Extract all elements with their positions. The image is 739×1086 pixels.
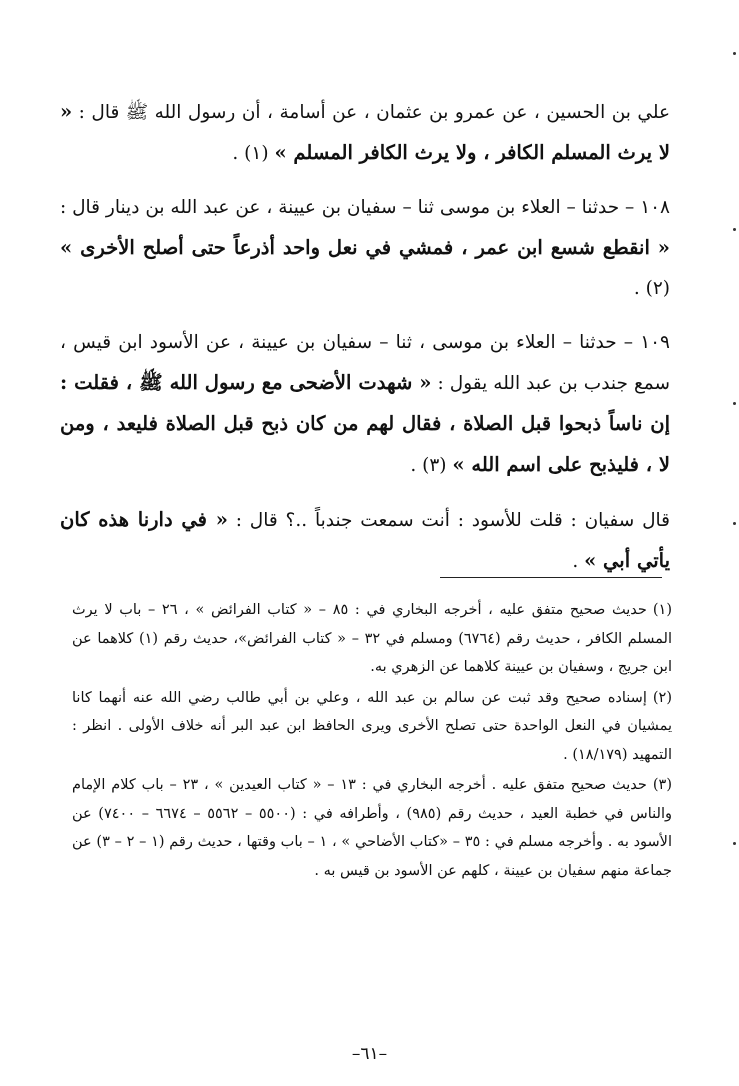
footnote-text: حديث صحيح متفق عليه ، أخرجه البخاري في : ٨٥ – « كتاب الفرائض » ، ٢٦ – باب لا يرث المسلم الكافر ، حديث رقم (٦٧٦٤) ومسلم في ٣٢ – « كتاب الفرائض»، حديث رقم (١) كلاهما عن ابن جريج ، وسفيان بن عيينة كلاهما عن الزهري به. xyxy=(72,602,672,675)
footnote-1 xyxy=(72,596,672,682)
paragraph-p2 xyxy=(60,188,670,309)
scan-speck xyxy=(733,52,736,55)
footnote-2 xyxy=(72,684,672,770)
footnote-number: (٢) xyxy=(652,689,672,706)
page-number: –٦١– xyxy=(351,1044,388,1064)
paragraph-text: قال سفيان : قلت للأسود : أنت سمعت جندباً ..؟ قال : xyxy=(227,510,670,531)
footnotes xyxy=(72,596,672,887)
scan-speck xyxy=(733,522,736,525)
scan-speck xyxy=(733,842,736,845)
hadith-quote: « في دارنا هذه كان يأتي أبي » xyxy=(60,508,670,572)
paragraph-p3 xyxy=(60,323,670,486)
footnote-number: (١) xyxy=(652,602,672,618)
footnote-number: (٣) xyxy=(652,777,672,793)
footnote-3 xyxy=(72,771,672,885)
paragraph-end: . xyxy=(572,551,585,572)
footnote-ref: (٣) . xyxy=(410,455,453,476)
footnote-ref: (٢) . xyxy=(633,278,670,299)
scan-speck xyxy=(733,228,736,231)
paragraph-p4 xyxy=(60,500,670,582)
footnote-ref: (١) . xyxy=(232,143,275,164)
hadith-quote: « انقطع شسع ابن عمر ، فمشي في نعل واحد أذرعاً حتى أصلح الأخرى » xyxy=(60,236,670,259)
main-text xyxy=(60,92,670,596)
footnote-text: إسناده صحيح وقد ثبت عن سالم بن عبد الله ، وعلي بن أبي طالب رضي الله عنه أنهما كانا يمشيان في النعل الواحدة حتى تصلح الأخرى ويرى الحافظ ابن عبد البر أنه خلاف الأولى . انظر : التمهيد (١٨/١٧٩) . xyxy=(72,689,672,763)
paragraph-text: ١٠٨ – حدثنا – العلاء بن موسى ثنا – سفيان بن عيينة ، عن عبد الله بن دينار قال : xyxy=(59,197,670,218)
hadith-quote: « لا يرث المسلم الكافر ، ولا يرث الكافر المسلم » xyxy=(60,100,670,164)
paragraph-text: ١٠٩ – حدثنا – العلاء بن موسى ، ثنا – سفيان بن عيينة ، عن الأسود ابن قيس ، سمع جندب بن عبد الله يقول : xyxy=(60,332,670,394)
paragraph-p1 xyxy=(60,92,670,174)
paragraph-text: علي بن الحسين ، عن عمرو بن عثمان ، عن أسامة ، أن رسول الله ﷺ قال : xyxy=(72,102,670,123)
hadith-quote: « شهدت الأضحى مع رسول الله ﷺ ، فقلت : إن ناساً ذبحوا قبل الصلاة ، فقال لهم من كان ذبح قبل الصلاة فليعد ، ومن لا ، فليذبح على اسم الله » xyxy=(60,371,670,476)
footnote-text: حديث صحيح متفق عليه . أخرجه البخاري في : ١٣ – « كتاب العيدين » ، ٢٣ – باب كلام الإمام والناس في خطبة العيد ، حديث رقم (٩٨٥) ، وأطرافه في : (٥٥٠٠ – ٥٥٦٢ – ٦٦٧٤ – ٧٤٠٠) عن الأسود به . وأخرجه مسلم في : ٣٥ – «كتاب الأضاحي » ، ١ – باب وقتها ، حديث رقم (١ – ٢ – ٣) عن جماعة منهم سفيان بن عيينة ، كلهم عن الأسود بن قيس به . xyxy=(72,777,672,879)
footnote-divider xyxy=(440,577,662,578)
scan-speck xyxy=(733,402,736,405)
